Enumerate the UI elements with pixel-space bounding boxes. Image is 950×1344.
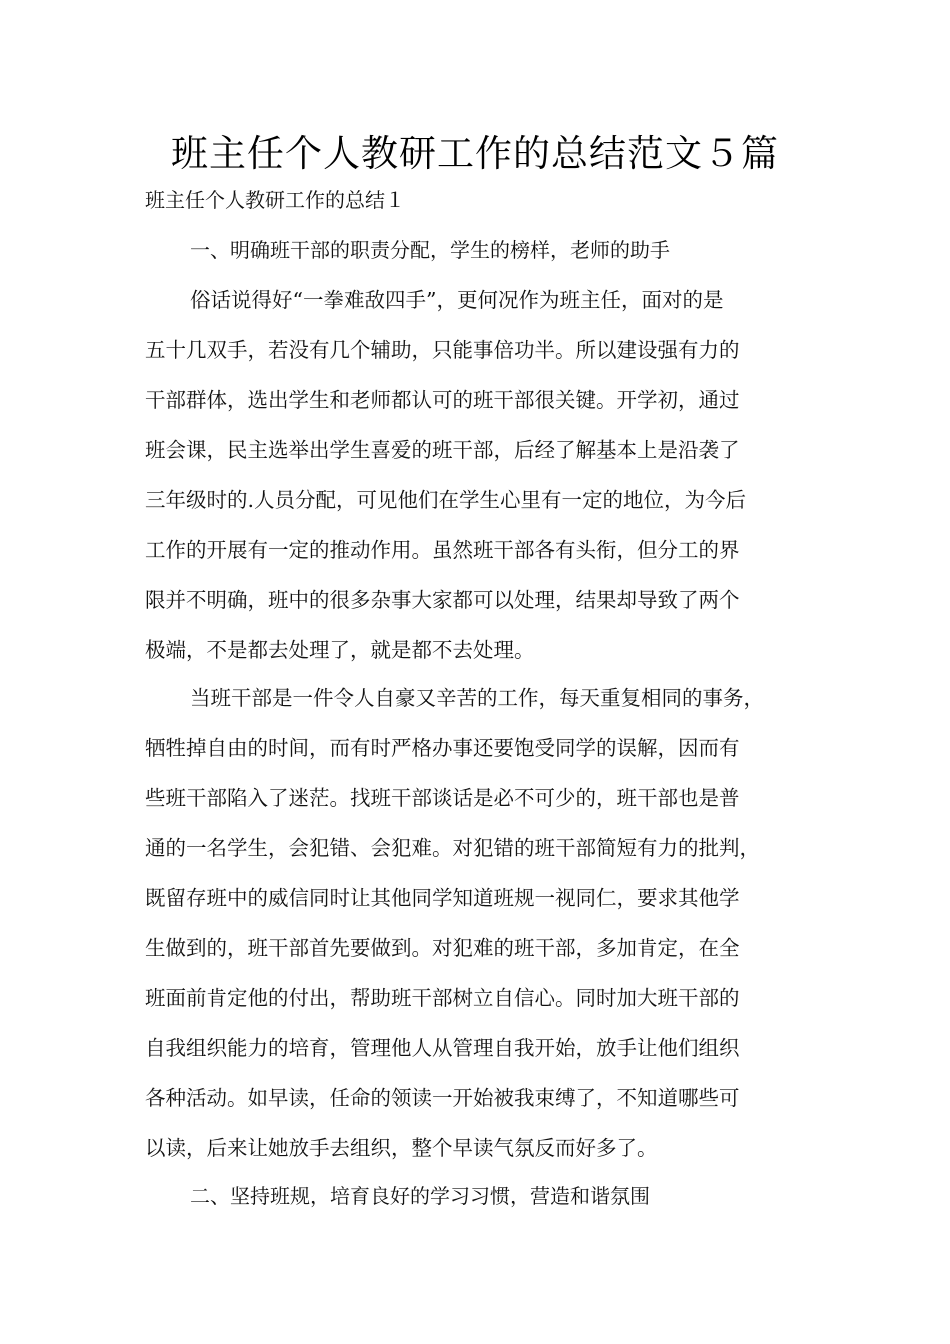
- paragraph-line: 既留存班中的威信同时让其他同学知道班规一视同仁，要求其他学: [145, 886, 740, 910]
- section-heading-2: 二、坚持班规，培育良好的学习习惯，营造和谐氛围: [190, 1184, 650, 1208]
- paragraph-line: 班会课，民主选举出学生喜爱的班干部，后经了解基本上是沿袭了: [145, 438, 740, 462]
- document-subtitle: 班主任个人教研工作的总结１: [145, 188, 405, 212]
- paragraph-line: 生做到的，班干部首先要做到。对犯难的班干部，多加肯定，在全: [145, 936, 740, 960]
- paragraph-line: 三年级时的.人员分配，可见他们在学生心里有一定的地位，为今后: [145, 488, 747, 512]
- paragraph-line: 俗话说得好“一拳难敌四手”，更何况作为班主任，面对的是: [190, 288, 724, 312]
- paragraph-line: 干部群体，选出学生和老师都认可的班干部很关键。开学初，通过: [145, 388, 740, 412]
- paragraph-line: 些班干部陷入了迷茫。找班干部谈话是必不可少的，班干部也是普: [145, 786, 740, 810]
- paragraph-line: 自我组织能力的培育，管理他人从管理自我开始，放手让他们组织: [145, 1036, 740, 1060]
- paragraph-line: 当班干部是一件令人自豪又辛苦的工作，每天重复相同的事务，: [190, 686, 764, 710]
- document-title: 班主任个人教研工作的总结范文５篇: [171, 132, 779, 175]
- paragraph-2: [145, 682, 815, 1182]
- paragraph-line: 班面前肯定他的付出，帮助班干部树立自信心。同时加大班干部的: [145, 986, 740, 1010]
- paragraph-line: 牺牲掉自由的时间，而有时严格办事还要饱受同学的误解，因而有: [145, 736, 740, 760]
- paragraph-line: 极端，不是都去处理了，就是都不去处理。: [145, 638, 535, 662]
- section-heading-1: 一、明确班干部的职责分配，学生的榜样，老师的助手: [190, 238, 670, 262]
- paragraph-line: 以读，后来让她放手去组织，整个早读气氛反而好多了。: [145, 1136, 658, 1160]
- paragraph-line: 限并不明确，班中的很多杂事大家都可以处理，结果却导致了两个: [145, 588, 740, 612]
- paragraph-line: 通的一名学生，会犯错、会犯难。对犯错的班干部简短有力的批判，: [145, 836, 760, 860]
- paragraph-line: 各种活动。如早读，任命的领读一开始被我束缚了，不知道哪些可: [145, 1086, 740, 1110]
- paragraph-line: 工作的开展有一定的推动作用。虽然班干部各有头衔，但分工的界: [145, 538, 740, 562]
- paragraph-1: [145, 284, 815, 684]
- paragraph-line: 五十几双手，若没有几个辅助，只能事倍功半。所以建设强有力的: [145, 338, 740, 362]
